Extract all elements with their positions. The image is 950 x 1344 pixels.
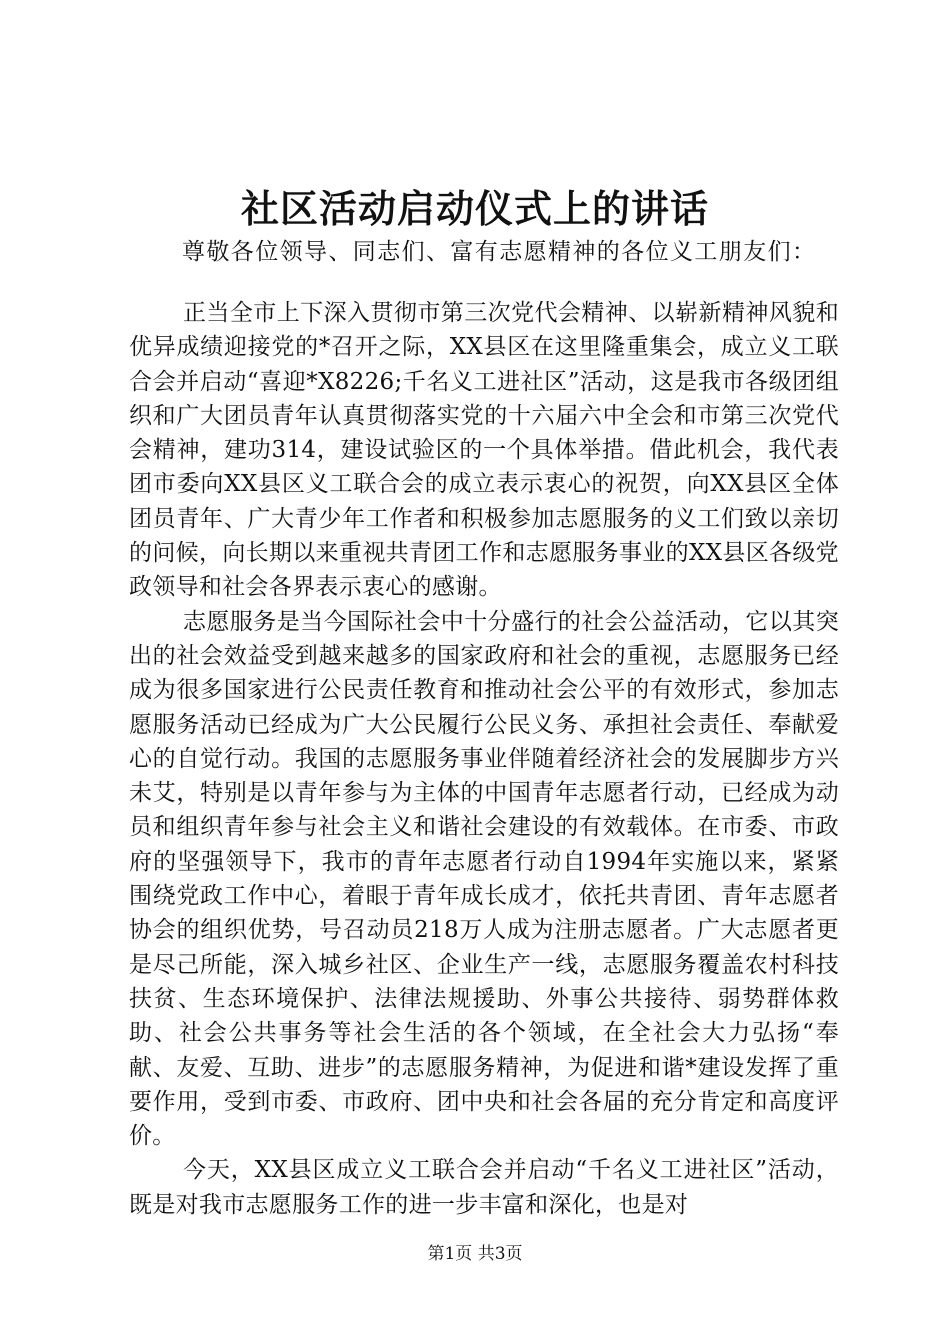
paragraph-2: 志愿服务是当今国际社会中十分盛行的社会公益活动，它以其突出的社会效益受到越来越多的国家政府和社会的重视，志愿服务已经成为很多国家进行公民责任教育和推动社会公平的有效形式，参加志愿服务活动已经成为广大公民履行公民义务、承担社会责任、奉献爱心的自觉行动。我国的志愿服务事业伴随着经济社会的发展脚步方兴未艾，特别是以青年参与为主体的中国青年志愿者行动，已经成为动员和组织青年参与社会主义和谐社会建设的有效载体。在市委、市政府的坚强领导下，我市的青年志愿者行动自1994年实施以来，紧紧围绕党政工作中心，着眼于青年成长成才，依托共青团、青年志愿者协会的组织优势，号召动员218万人成为注册志愿者。广大志愿者更是尽己所能，深入城乡社区、企业生产一线，志愿服务覆盖农村科技扶贫、生态环境保护、法律法规援助、外事公共接待、弱势群体救助、社会公共事务等社会生活的各个领域，在全社会大力弘扬“奉献、友爱、互助、进步”的志愿服务精神，为促进和谐*建设发挥了重要作用，受到市委、市政府、团中央和社会各届的充分肯定和高度评价。 <box>129 608 839 1150</box>
salutation: 尊敬各位领导、同志们、富有志愿精神的各位义工朋友们： <box>182 239 817 265</box>
document-title: 社区活动启动仪式上的讲话 <box>240 186 709 231</box>
paragraph-3: 今天，XX县区成立义工联合会并启动“千名义工进社区”活动，既是对我市志愿服务工作的进一步丰富和深化，也是对 <box>129 1157 839 1218</box>
page-footer: 第1页 共3页 <box>427 1244 523 1264</box>
document-body <box>129 296 839 1222</box>
paragraph-1: 正当全市上下深入贯彻市第三次党代会精神、以崭新精神风貌和优异成绩迎接党的*召开之际，XX县区在这里隆重集会，成立义工联合会并启动“喜迎*X8226;千名义工进社区”活动，这是我市各级团组织和广大团员青年认真贯彻落实党的十六届六中全会和市第三次党代会精神，建功314，建设试验区的一个具体举措。借此机会，我代表团市委向XX县区义工联合会的成立表示衷心的祝贺，向XX县区全体团员青年、广大青少年工作者和积极参加志愿服务的义工们致以亲切的问候，向长期以来重视共青团工作和志愿服务事业的XX县区各级党政领导和社会各界表示衷心的感谢。 <box>129 300 839 601</box>
